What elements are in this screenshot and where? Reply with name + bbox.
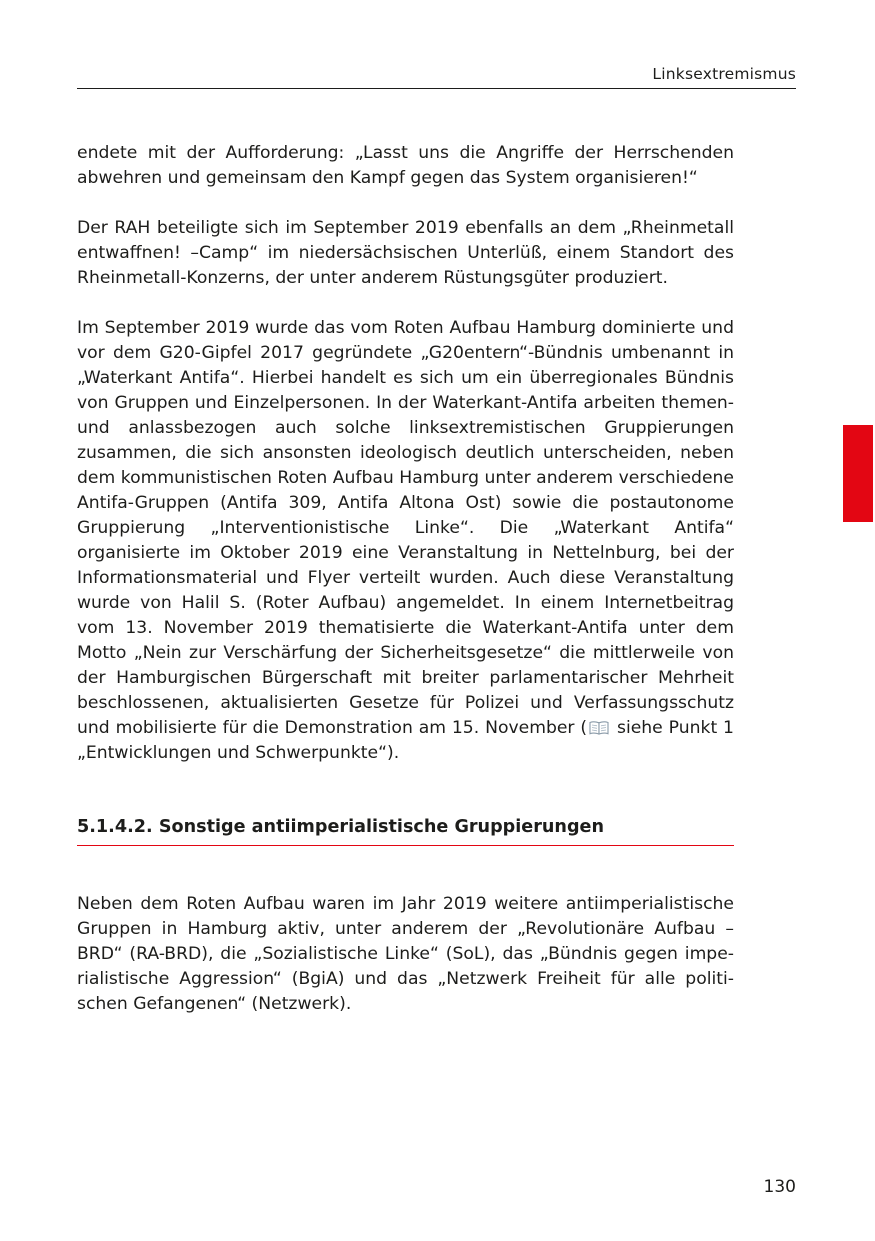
chapter-marker-tab <box>843 425 873 522</box>
book-icon <box>589 718 609 733</box>
section-heading: 5.1.4.2. Sonstige antiimperialistische Gruppierungen <box>77 815 734 846</box>
paragraph-3 <box>77 316 734 766</box>
paragraph-1: endete mit der Aufforderung: „Lasst uns die Angriffe der Herrschenden abwehren und gemeinsam den Kampf gegen das System organisieren!“ <box>77 143 734 188</box>
reference-text: siehe Punkt 1 „Entwicklungen und Schwerpunkte“). <box>77 718 734 763</box>
running-title: Linksextremismus <box>652 65 796 83</box>
paragraph-4: Neben dem Roten Aufbau waren im Jahr 2019 weitere antiimperialistische Gruppen in Hamburg aktiv, unter anderem der „Revolutionäre Aufbau – BRD“ (RA-BRD), die „Sozialistische Linke“ (SoL), das „Bündnis gegen imperialistische Aggression“ (BgiA) und das „Netzwerk Freiheit für alle politischen Gefangenen“ (Netzwerk). <box>77 894 734 1014</box>
running-header <box>77 64 796 89</box>
page-content <box>77 141 734 1017</box>
paragraph-2: Der RAH beteiligte sich im September 2019 ebenfalls an dem „Rheinmetall entwaffnen! –Camp“ im niedersächsischen Unterlüß, einem Standort des Rheinmetall-Konzerns, der unter anderem Rüstungsgüter produziert. <box>77 218 734 288</box>
reference-open-paren: ( <box>580 718 588 738</box>
page-number: 130 <box>763 1177 796 1197</box>
paragraph-3-text: Im September 2019 wurde das vom Roten Aufbau Hamburg dominierte und vor dem G20-Gipfel 2017 gegründete „G20entern“-Bündnis umbenannt in „Waterkant Antifa“. Hierbei handelt es sich um ein überregionales Bündnis von Gruppen und Einzelpersonen. In der Waterkant-Antifa arbeiten themen- und anlassbezogen auch solche linksextremistischen Gruppierungen zusammen, die sich ansonsten ideologisch deutlich unterscheiden, neben dem kommunistischen Roten Aufbau Hamburg unter anderem verschiedene Antifa-Gruppen (Antifa 309, Antifa Altona Ost) sowie die postautonome Gruppierung „Interventionistische Linke“. Die „Waterkant Antifa“ organisierte im Oktober 2019 eine Veranstaltung in Nettelnburg, bei der Informationsmaterial und Flyer verteilt wurden. Auch diese Veranstaltung wurde von Halil S. (Roter Aufbau) angemeldet. In einem Internetbeitrag vom 13. November 2019 thematisierte die Waterkant-Antifa unter dem Motto „Nein zur Verschärfung der Sicherheitsgesetze“ die mittlerweile von der Hamburgischen Bürgerschaft mit breiter parlamentarischer Mehrheit beschlossenen, aktualisierten Gesetze für Polizei und Verfassungsschutz und mobilisierte für die Demonstration am 15. November <box>77 318 734 738</box>
